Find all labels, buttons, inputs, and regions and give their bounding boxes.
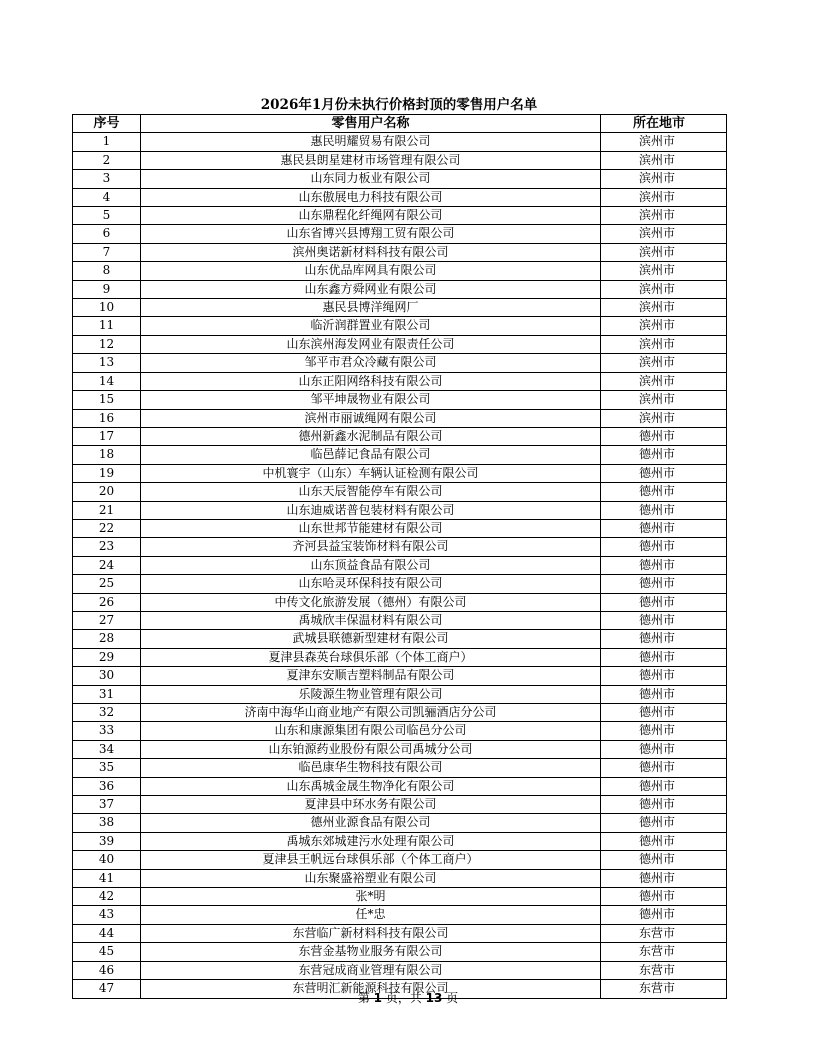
header-city: 所在地市 xyxy=(601,115,727,133)
cell-name: 山东同力板业有限公司 xyxy=(141,170,601,188)
table-row xyxy=(73,685,727,703)
footer-suffix: 页 xyxy=(442,991,459,1005)
table-row xyxy=(73,262,727,280)
cell-seq: 47 xyxy=(73,980,141,998)
table-row xyxy=(73,722,727,740)
table-row xyxy=(73,611,727,629)
cell-city: 德州市 xyxy=(601,648,727,666)
table-row xyxy=(73,519,727,537)
cell-city: 东营市 xyxy=(601,924,727,942)
table-row xyxy=(73,464,727,482)
cell-seq: 5 xyxy=(73,207,141,225)
cell-city: 德州市 xyxy=(601,483,727,501)
cell-name: 山东正阳网络科技有限公司 xyxy=(141,372,601,390)
cell-city: 德州市 xyxy=(601,796,727,814)
cell-city: 滨州市 xyxy=(601,188,727,206)
header-seq: 序号 xyxy=(73,115,141,133)
table-row xyxy=(73,225,727,243)
table-row xyxy=(73,391,727,409)
cell-name: 齐河县益宝装饰材料有限公司 xyxy=(141,538,601,556)
cell-name: 邹平市君众冷藏有限公司 xyxy=(141,354,601,372)
cell-name: 山东世邦节能建材有限公司 xyxy=(141,519,601,537)
cell-city: 东营市 xyxy=(601,980,727,998)
cell-name: 任*忠 xyxy=(141,906,601,924)
cell-city: 德州市 xyxy=(601,777,727,795)
cell-city: 德州市 xyxy=(601,685,727,703)
cell-city: 滨州市 xyxy=(601,409,727,427)
cell-seq: 1 xyxy=(73,133,141,151)
cell-seq: 29 xyxy=(73,648,141,666)
cell-seq: 9 xyxy=(73,280,141,298)
cell-city: 德州市 xyxy=(601,501,727,519)
cell-seq: 41 xyxy=(73,869,141,887)
cell-city: 德州市 xyxy=(601,593,727,611)
footer-middle: 页，共 xyxy=(382,991,426,1005)
cell-city: 滨州市 xyxy=(601,391,727,409)
cell-name: 临邑薛记食品有限公司 xyxy=(141,446,601,464)
table-row xyxy=(73,556,727,574)
cell-city: 德州市 xyxy=(601,464,727,482)
cell-city: 德州市 xyxy=(601,575,727,593)
cell-seq: 31 xyxy=(73,685,141,703)
cell-seq: 38 xyxy=(73,814,141,832)
table-row xyxy=(73,593,727,611)
cell-seq: 6 xyxy=(73,225,141,243)
cell-seq: 37 xyxy=(73,796,141,814)
cell-city: 德州市 xyxy=(601,538,727,556)
cell-name: 东营临广新材料科技有限公司 xyxy=(141,924,601,942)
cell-name: 武城县联德新型建材有限公司 xyxy=(141,630,601,648)
cell-name: 邹平坤晟物业有限公司 xyxy=(141,391,601,409)
page-footer xyxy=(0,990,816,1006)
cell-name: 东营冠成商业管理有限公司 xyxy=(141,961,601,979)
cell-name: 德州业源食品有限公司 xyxy=(141,814,601,832)
cell-name: 滨州市丽诚绳网有限公司 xyxy=(141,409,601,427)
table-row xyxy=(73,372,727,390)
cell-seq: 12 xyxy=(73,335,141,353)
table-row xyxy=(73,759,727,777)
cell-name: 禹城东郊城建污水处理有限公司 xyxy=(141,832,601,850)
cell-name: 山东禹城金晟生物净化有限公司 xyxy=(141,777,601,795)
table-row xyxy=(73,740,727,758)
cell-name: 山东聚盛裕塑业有限公司 xyxy=(141,869,601,887)
cell-seq: 39 xyxy=(73,832,141,850)
cell-name: 张*明 xyxy=(141,888,601,906)
table-row xyxy=(73,170,727,188)
cell-seq: 14 xyxy=(73,372,141,390)
cell-city: 德州市 xyxy=(601,814,727,832)
cell-name: 山东滨州海发网业有限责任公司 xyxy=(141,335,601,353)
table-row xyxy=(73,851,727,869)
cell-seq: 46 xyxy=(73,961,141,979)
table-row xyxy=(73,243,727,261)
cell-city: 滨州市 xyxy=(601,207,727,225)
cell-city: 德州市 xyxy=(601,722,727,740)
cell-city: 滨州市 xyxy=(601,243,727,261)
table-row xyxy=(73,648,727,666)
cell-city: 滨州市 xyxy=(601,133,727,151)
cell-name: 夏津县王帆远台球俱乐部（个体工商户） xyxy=(141,851,601,869)
table-row xyxy=(73,961,727,979)
header-name: 零售用户名称 xyxy=(141,115,601,133)
table-row xyxy=(73,906,727,924)
cell-seq: 27 xyxy=(73,611,141,629)
table-row xyxy=(73,704,727,722)
cell-name: 惠民县朗星建材市场管理有限公司 xyxy=(141,151,601,169)
table-row xyxy=(73,207,727,225)
cell-city: 德州市 xyxy=(601,759,727,777)
cell-seq: 16 xyxy=(73,409,141,427)
cell-seq: 42 xyxy=(73,888,141,906)
table-row xyxy=(73,796,727,814)
cell-name: 山东优品库网具有限公司 xyxy=(141,262,601,280)
cell-city: 滨州市 xyxy=(601,299,727,317)
table-row xyxy=(73,151,727,169)
cell-seq: 40 xyxy=(73,851,141,869)
cell-name: 山东天辰智能停车有限公司 xyxy=(141,483,601,501)
cell-name: 中机寰宇（山东）车辆认证检测有限公司 xyxy=(141,464,601,482)
cell-seq: 22 xyxy=(73,519,141,537)
table-row xyxy=(73,667,727,685)
cell-seq: 35 xyxy=(73,759,141,777)
cell-city: 滨州市 xyxy=(601,335,727,353)
cell-city: 滨州市 xyxy=(601,225,727,243)
table-row xyxy=(73,924,727,942)
cell-city: 德州市 xyxy=(601,611,727,629)
table-row xyxy=(73,354,727,372)
cell-seq: 18 xyxy=(73,446,141,464)
table-row xyxy=(73,943,727,961)
cell-city: 德州市 xyxy=(601,667,727,685)
cell-city: 德州市 xyxy=(601,630,727,648)
table-row xyxy=(73,299,727,317)
cell-seq: 7 xyxy=(73,243,141,261)
cell-seq: 36 xyxy=(73,777,141,795)
footer-page-number: 1 xyxy=(373,991,382,1005)
retail-user-table-container xyxy=(72,114,726,999)
cell-name: 德州新鑫水泥制品有限公司 xyxy=(141,427,601,445)
cell-name: 山东哈灵环保科技有限公司 xyxy=(141,575,601,593)
table-row xyxy=(73,133,727,151)
cell-name: 乐陵源生物业管理有限公司 xyxy=(141,685,601,703)
cell-seq: 10 xyxy=(73,299,141,317)
cell-city: 滨州市 xyxy=(601,372,727,390)
cell-name: 夏津县森英台球俱乐部（个体工商户） xyxy=(141,648,601,666)
cell-seq: 44 xyxy=(73,924,141,942)
table-row xyxy=(73,777,727,795)
table-row xyxy=(73,814,727,832)
cell-name: 山东鑫方舜网业有限公司 xyxy=(141,280,601,298)
cell-city: 滨州市 xyxy=(601,170,727,188)
cell-city: 滨州市 xyxy=(601,151,727,169)
table-row xyxy=(73,280,727,298)
cell-seq: 17 xyxy=(73,427,141,445)
cell-seq: 15 xyxy=(73,391,141,409)
table-row xyxy=(73,888,727,906)
table-row xyxy=(73,630,727,648)
cell-seq: 11 xyxy=(73,317,141,335)
cell-city: 德州市 xyxy=(601,740,727,758)
cell-name: 夏津县中环水务有限公司 xyxy=(141,796,601,814)
retail-user-table xyxy=(72,114,727,999)
cell-seq: 25 xyxy=(73,575,141,593)
cell-name: 山东顶益食品有限公司 xyxy=(141,556,601,574)
table-row xyxy=(73,832,727,850)
cell-seq: 43 xyxy=(73,906,141,924)
table-row xyxy=(73,427,727,445)
cell-name: 山东和康源集团有限公司临邑分公司 xyxy=(141,722,601,740)
cell-city: 德州市 xyxy=(601,704,727,722)
cell-seq: 23 xyxy=(73,538,141,556)
table-row xyxy=(73,501,727,519)
table-row xyxy=(73,538,727,556)
cell-seq: 24 xyxy=(73,556,141,574)
cell-seq: 33 xyxy=(73,722,141,740)
cell-seq: 32 xyxy=(73,704,141,722)
cell-city: 德州市 xyxy=(601,906,727,924)
table-row xyxy=(73,575,727,593)
cell-seq: 2 xyxy=(73,151,141,169)
cell-seq: 4 xyxy=(73,188,141,206)
cell-seq: 34 xyxy=(73,740,141,758)
cell-seq: 19 xyxy=(73,464,141,482)
cell-name: 山东省博兴县博翔工贸有限公司 xyxy=(141,225,601,243)
cell-name: 临邑康华生物科技有限公司 xyxy=(141,759,601,777)
cell-name: 夏津东安顺吉塑料制品有限公司 xyxy=(141,667,601,685)
footer-total-pages: 13 xyxy=(425,991,443,1005)
cell-seq: 3 xyxy=(73,170,141,188)
table-body xyxy=(73,133,727,998)
cell-city: 德州市 xyxy=(601,446,727,464)
cell-name: 山东铂源药业股份有限公司禹城分公司 xyxy=(141,740,601,758)
cell-seq: 13 xyxy=(73,354,141,372)
table-row xyxy=(73,335,727,353)
cell-city: 滨州市 xyxy=(601,317,727,335)
cell-name: 禹城欣丰保温材料有限公司 xyxy=(141,611,601,629)
cell-city: 滨州市 xyxy=(601,262,727,280)
footer-prefix: 第 xyxy=(357,991,374,1005)
cell-name: 山东傲展电力科技有限公司 xyxy=(141,188,601,206)
cell-city: 德州市 xyxy=(601,851,727,869)
document-title: 2026年1月份未执行价格封顶的零售用户名单 xyxy=(260,97,538,113)
cell-city: 德州市 xyxy=(601,556,727,574)
cell-city: 东营市 xyxy=(601,943,727,961)
cell-city: 德州市 xyxy=(601,869,727,887)
table-row xyxy=(73,869,727,887)
cell-seq: 28 xyxy=(73,630,141,648)
cell-city: 东营市 xyxy=(601,961,727,979)
table-row xyxy=(73,446,727,464)
cell-seq: 30 xyxy=(73,667,141,685)
cell-name: 东营明汇新能源科技有限公司 xyxy=(141,980,601,998)
cell-name: 山东迪威诺普包装材料有限公司 xyxy=(141,501,601,519)
cell-seq: 21 xyxy=(73,501,141,519)
table-row xyxy=(73,483,727,501)
table-header-row xyxy=(73,115,727,133)
table-row xyxy=(73,317,727,335)
table-row xyxy=(73,409,727,427)
cell-seq: 26 xyxy=(73,593,141,611)
cell-city: 滨州市 xyxy=(601,354,727,372)
cell-seq: 45 xyxy=(73,943,141,961)
cell-name: 临沂润群置业有限公司 xyxy=(141,317,601,335)
cell-name: 山东鼎程化纤绳网有限公司 xyxy=(141,207,601,225)
cell-name: 惠民明耀贸易有限公司 xyxy=(141,133,601,151)
cell-seq: 8 xyxy=(73,262,141,280)
cell-seq: 20 xyxy=(73,483,141,501)
cell-city: 德州市 xyxy=(601,888,727,906)
cell-name: 中传文化旅游发展（德州）有限公司 xyxy=(141,593,601,611)
cell-name: 滨州奥诺新材料科技有限公司 xyxy=(141,243,601,261)
cell-city: 德州市 xyxy=(601,427,727,445)
cell-city: 滨州市 xyxy=(601,280,727,298)
cell-name: 济南中海华山商业地产有限公司凯骊酒店分公司 xyxy=(141,704,601,722)
table-row xyxy=(73,188,727,206)
cell-name: 惠民县博洋绳网厂 xyxy=(141,299,601,317)
cell-city: 德州市 xyxy=(601,519,727,537)
cell-city: 德州市 xyxy=(601,832,727,850)
cell-name: 东营金基物业服务有限公司 xyxy=(141,943,601,961)
